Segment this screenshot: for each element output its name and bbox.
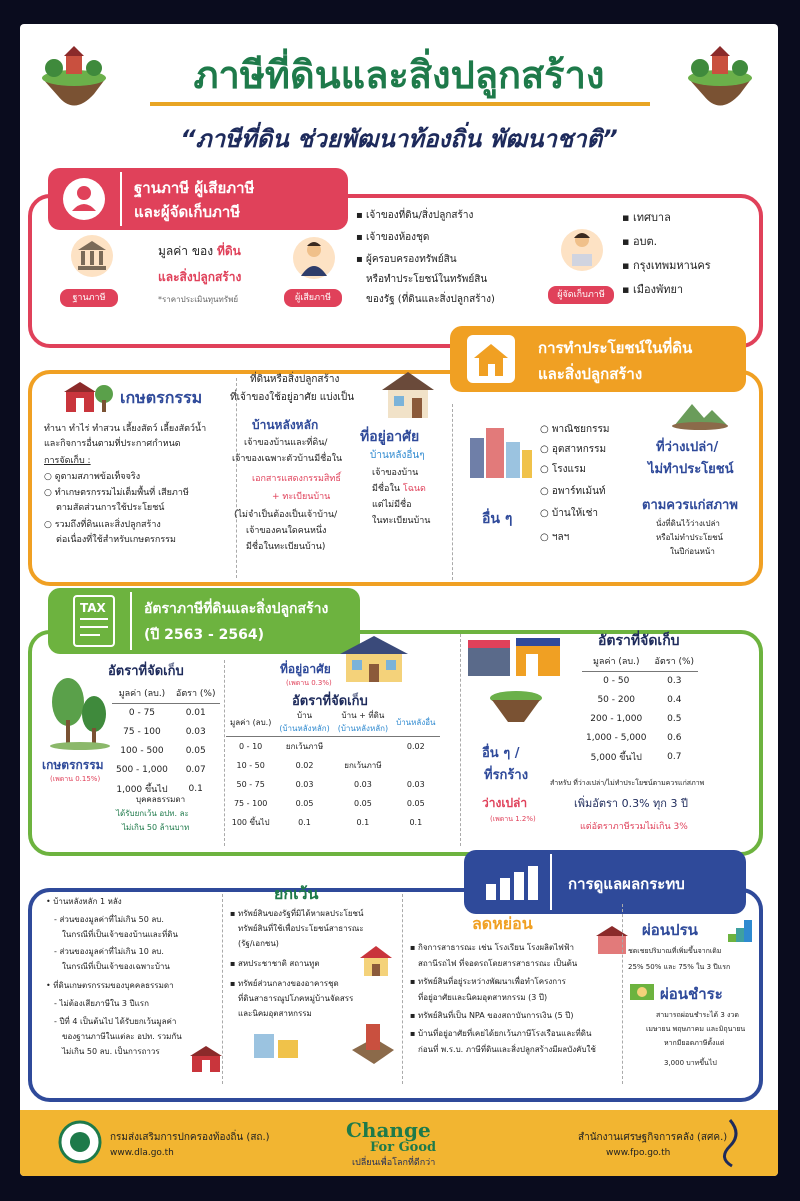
vacant-subtitle: ตามควรแก่สภาพ [642, 498, 738, 513]
agri-rate-table [112, 684, 220, 798]
collector-item: ▪ เทศบาล [622, 211, 671, 224]
relief-item: • ที่ดินเกษตรกรรมของบุคคลธรรมดา [46, 981, 174, 990]
others-item: ○ บ้านให้เช่า [540, 508, 598, 519]
ease-desc: 25% 50% และ 75% ใน 3 ปีแรก [628, 963, 731, 971]
vacant-desc: ในปีก่อนหน้า [670, 547, 715, 556]
construction-site-icon [350, 1020, 396, 1066]
divider [460, 634, 461, 846]
reduce-item: ▪ ทรัพย์สินที่อยู่ระหว่างพัฒนาเพื่อทำโครงการ [410, 977, 566, 986]
usage-tab-line1: การทำประโยชน์ในที่ดิน [538, 339, 693, 357]
house-icon [466, 334, 516, 384]
table-cell: 0.02 [406, 741, 425, 751]
reduce-item-cont: สถานีรถไฟ ที่จอดรถโดยสารสาธารณะ เป็นต้น [418, 959, 578, 968]
table-row [226, 794, 440, 813]
school-icon [594, 924, 630, 954]
table-cell: 0.3 [667, 675, 682, 686]
table-cell: 0 - 50 [603, 675, 630, 686]
table-cell: 200 - 1,000 [590, 713, 643, 724]
exempt-item: ▪ ทรัพย์ส่วนกลางของอาคารชุด [230, 979, 339, 988]
table-cell: 0.1 [188, 783, 203, 794]
other-home-title: บ้านหลังอื่นๆ [370, 450, 425, 461]
tax-base-tab-line1: ฐานภาษี ผู้เสียภาษี [134, 179, 255, 197]
table-cell: 0.1 [356, 817, 370, 827]
table-cell: 50 - 200 [597, 694, 636, 705]
table-row [226, 775, 440, 794]
usage-tab-line2: และสิ่งปลูกสร้าง [538, 365, 643, 383]
relief-item-cont: ไม่เกิน 50 ลบ. เป็นการถาวร [62, 1047, 160, 1056]
user-icon [62, 177, 106, 221]
payer-item: ▪ เจ้าของห้องชุด [356, 232, 430, 243]
other-rate-cap: แต่อัตราภาษีรวมไม่เกิน 3% [580, 822, 688, 832]
agri-criteria-item-cont: ต่อเนื่องที่ใช้สำหรับเกษตรกรรม [56, 535, 176, 545]
shops-icon [466, 630, 562, 678]
main-home-desc: เจ้าของเฉพาะตัวบ้านมีชื่อใน [232, 454, 343, 464]
other-home-desc2: ในทะเบียนบ้าน [372, 516, 431, 526]
others-item: ○ โรงแรม [540, 464, 586, 475]
rates-tab [48, 588, 360, 654]
vacant-title: ที่ว่างเปล่า/ [656, 440, 719, 455]
taxpayer-icon [292, 234, 336, 282]
table-row [582, 690, 698, 709]
exempt-item-cont: ทรัพย์สินที่ใช้เพื่อประโยชน์สาธารณะ [238, 924, 364, 933]
usage-tab [450, 326, 746, 392]
table-cell [334, 737, 392, 756]
table-cell: 5,000 ขึ้นไป [590, 752, 642, 763]
table-cell: 0.7 [667, 751, 682, 762]
ease-title: ผ่อนปรน [642, 921, 698, 939]
other-rate-label: ที่รกร้าง [484, 768, 529, 783]
footer-logo-sub: เปลี่ยนเพื่อโลกที่ดีกว่า [352, 1158, 436, 1168]
table-cell: 10 - 50 [236, 760, 265, 770]
page-title: ภาษีที่ดินและสิ่งปลูกสร้าง [193, 53, 605, 97]
tax-base-desc: มูลค่า ของ ที่ดิน [158, 244, 241, 258]
footer-left-org: กรมส่งเสริมการปกครองท้องถิ่น (สถ.) [110, 1132, 270, 1143]
collector-item: ▪ อบต. [622, 235, 658, 248]
others-item: ○ ฯลฯ [540, 532, 570, 543]
tax-document-icon [70, 594, 122, 650]
table-row [582, 671, 698, 690]
exempt-item: ▪ สหประชาชาติ สถานทูต [230, 959, 320, 968]
table-row [226, 737, 440, 756]
footer-right-url: www.fpo.go.th [606, 1148, 671, 1158]
main-home-title: บ้านหลังหลัก [252, 418, 319, 432]
exempt-title: ยกเว้น [274, 884, 319, 903]
res-rate-title: อัตราที่จัดเก็บ [292, 694, 368, 709]
others-item: ○ อุตสาหกรรม [540, 444, 607, 455]
other-rate-max: (เพดาน 1.2%) [490, 815, 536, 823]
table-cell: 0.01 [185, 707, 206, 718]
relief-item-cont: ในกรณีที่เป็นเจ้าของบ้านและที่ดิน [62, 930, 178, 939]
agri-criteria-item-cont: ตามสัดส่วนการใช้ประโยชน์ [56, 503, 165, 513]
reduce-item-cont: ที่อยู่อาศัยและนิคมอุตสาหกรรม (3 ปี) [418, 993, 548, 1002]
other-home-desc: เจ้าของบ้าน [372, 468, 419, 478]
install-desc: 3,000 บาทขึ้นไป [664, 1059, 717, 1067]
divider [236, 378, 237, 578]
residence-icon [338, 634, 410, 684]
relief-item: - ไม่ต้องเสียภาษีใน 3 ปีแรก [54, 999, 149, 1008]
residence-icon [378, 368, 438, 420]
table-row [582, 728, 698, 747]
tax-base-highlight: และสิ่งปลูกสร้าง [158, 270, 242, 284]
table-header: บ้านหลังอื่น [392, 708, 439, 737]
rates-tab-line2: (ปี 2563 - 2564) [144, 627, 265, 643]
table-cell: 0.03 [354, 779, 372, 789]
table-cell: 75 - 100 [123, 726, 161, 737]
money-icon [628, 978, 658, 1006]
footer-left-url: www.dla.go.th [110, 1148, 174, 1158]
table-row [112, 741, 220, 760]
install-title: ผ่อนชำระ [660, 985, 723, 1003]
table-cell: 0.03 [295, 779, 314, 789]
exempt-item-cont: (รัฐ/เอกชน) [238, 939, 279, 948]
relief-item-cont: ของฐานภาษีในแต่ละ อปท. รวมกัน [62, 1032, 182, 1041]
table-header: มูลค่า (ลบ.) [112, 684, 172, 703]
table-row [582, 709, 698, 728]
agri-rate-note: ได้รับยกเว้น อปท. ละ [116, 809, 189, 818]
community-icon [250, 1026, 302, 1060]
agri-rate-note: ไม่เกิน 50 ล้านบาท [122, 823, 190, 832]
table-cell: 0.4 [667, 694, 682, 705]
res-intro: ที่เจ้าของใช้อยู่อาศัย แบ่งเป็น [230, 392, 355, 403]
table-cell [392, 756, 439, 775]
other-rate-increase: เพิ่มอัตรา 0.3% ทุก 3 ปี [574, 797, 688, 810]
table-header: บ้าน (บ้านหลังหลัก) [275, 708, 333, 737]
agri-criteria-title: การจัดเก็บ : [44, 456, 91, 466]
table-cell: 0.1 [409, 817, 423, 827]
res-intro: ที่ดินหรือสิ่งปลูกสร้าง [250, 374, 340, 385]
table-cell: 0.07 [185, 764, 206, 775]
other-rate-note: สำหรับ ที่ว่างเปล่า/ไม่ทำประโยชน์ตามควรแก่สภาพ [550, 779, 705, 787]
relief-item: - ส่วนของมูลค่าที่ไม่เกิน 50 ลบ. [54, 915, 164, 924]
collector-icon [560, 224, 604, 276]
table-row [112, 703, 220, 722]
table-cell: 0.5 [667, 713, 682, 724]
agri-rate-note: บุคคลธรรมดา [136, 795, 186, 804]
tax-base-tab-line2: และผู้จัดเก็บภาษี [134, 203, 241, 221]
agri-rate-label: เกษตรกรรม [42, 758, 104, 772]
bank-icon [70, 234, 114, 278]
table-cell: 1,000 - 5,000 [586, 732, 647, 743]
table-cell: 50 - 75 [236, 779, 265, 789]
relief-item-cont: ในกรณีที่เป็นเจ้าของเฉพาะบ้าน [62, 962, 170, 971]
table-header: อัตรา (%) [172, 684, 220, 703]
bar-chart-icon [484, 862, 544, 902]
others-item: ○ อพาร์ทเม้นท์ [540, 486, 606, 497]
payer-item: ▪ ผู้ครอบครองทรัพย์สิน [356, 254, 457, 265]
footer-logo-main2: For Good [370, 1140, 437, 1155]
table-cell: 0.05 [354, 798, 372, 808]
vacant-title: ไม่ทำประโยชน์ [648, 462, 734, 477]
table-cell: 0.03 [185, 726, 206, 737]
trees-icon [46, 676, 114, 752]
table-cell: 100 - 500 [120, 745, 164, 756]
table-cell: 500 - 1,000 [116, 764, 168, 775]
title-underline [150, 102, 650, 106]
table-cell: 0.6 [667, 732, 682, 743]
vacant-land-icon [670, 396, 730, 430]
relief-item: - ส่วนของมูลค่าที่ไม่เกิน 10 ลบ. [54, 947, 164, 956]
floating-land-icon [488, 688, 544, 724]
main-home-red: เอกสารแสดงกรรมสิทธิ์ [252, 474, 341, 484]
main-home-red: + ทะเบียนบ้าน [272, 492, 331, 502]
other-home-desc2: แต่ไม่มีชื่อ [372, 500, 412, 510]
rates-tab-line1: อัตราภาษีที่ดินและสิ่งปลูกสร้าง [144, 601, 329, 617]
divider [224, 660, 225, 846]
exempt-item-cont: และนิคมอุตสาหกรรม [238, 1009, 312, 1018]
barn-icon [60, 378, 114, 412]
install-desc: หากมียอดภาษีตั้งแต่ [664, 1039, 725, 1047]
table-header: มูลค่า (ลบ.) [582, 652, 651, 671]
table-cell: 0.05 [185, 745, 206, 756]
agri-criteria-item: ○ ทำเกษตรกรรมไม่เต็มพื้นที่ เสียภาษี [44, 488, 189, 498]
install-desc: เมษายน พฤษภาคม และมิถุนายน [646, 1025, 746, 1033]
divider [222, 894, 223, 1084]
table-cell: 0.1 [298, 817, 311, 827]
table-cell: 0 - 75 [128, 707, 156, 718]
agri-desc: และกิจการอื่นตามที่ประกาศกำหนด [44, 439, 181, 449]
mitigation-tab-label: การดูแลผลกระทบ [568, 875, 685, 893]
other-home-desc: มีชื่อใน โฉนด [372, 484, 426, 494]
mitigation-tab [464, 850, 746, 914]
poster [20, 24, 778, 1176]
table-header: มูลค่า (ลบ.) [226, 708, 275, 737]
agri-criteria-item: ○ รวมถึงที่ดินและสิ่งปลูกสร้าง [44, 520, 161, 530]
other-rate-table [582, 652, 698, 766]
fpo-logo-icon [710, 1116, 750, 1170]
dla-seal-icon [58, 1120, 102, 1164]
buildings-icon [466, 424, 534, 480]
agri-criteria-item: ○ ดูตามสภาพข้อเท็จจริง [44, 472, 141, 482]
other-rate-label: อื่น ๆ / [482, 746, 520, 761]
stairs-icon [726, 914, 756, 944]
table-row [226, 756, 440, 775]
relief-item: • บ้านหลังหลัก 1 หลัง [46, 897, 122, 906]
table-cell: ยกเว้นภาษี [285, 741, 324, 751]
table-cell: 75 - 100 [233, 798, 268, 808]
ease-desc: ชดเชยปริมาณที่เพิ่มขึ้นจากเดิม [628, 947, 722, 955]
footer-logo-main: Change [346, 1118, 431, 1142]
label-tax-base: ฐานภาษี [60, 289, 118, 307]
agri-rate-title: อัตราที่จัดเก็บ [108, 664, 184, 679]
vacant-desc: นั่งที่ดินไว้ว่างเปล่า [656, 519, 720, 528]
reduce-item-cont: ก่อนที่ พ.ร.บ. ภาษีที่ดินและสิ่งปลูกสร้างมีผลบังคับใช้ [418, 1045, 596, 1054]
table-row [226, 813, 440, 832]
table-cell: 0.02 [295, 760, 314, 770]
table-row [112, 760, 220, 779]
tax-base-note: *ราคาประเมินทุนทรัพย์ [158, 295, 239, 304]
divider [622, 904, 623, 1084]
others-title: อื่น ๆ [482, 511, 513, 527]
footer-right-org: สำนักงานเศรษฐกิจการคลัง (สศค.) [578, 1132, 728, 1143]
agri-rate-max: (เพดาน 0.15%) [50, 775, 101, 783]
main-home-desc2: มีชื่อในทะเบียนบ้าน) [246, 542, 326, 552]
table-row [112, 722, 220, 741]
relief-item: - ปีที่ 4 เป็นต้นไป ได้รับยกเว้นมูลค่า [54, 1017, 177, 1026]
reduce-item: ▪ บ้านที่อยู่อาศัยที่เคยได้ยกเว้นภาษีโรงเรือนและที่ดิน [410, 1029, 592, 1038]
vacant-desc: หรือไม่ทำประโยชน์ [656, 533, 723, 542]
table-cell: 0 - 10 [239, 741, 263, 751]
table-cell: 0.03 [406, 779, 425, 789]
divider [402, 894, 403, 1084]
agri-desc: ทำนา ทำไร่ ทำสวน เลี้ยงสัตว์ เลี้ยงสัตว์น้ำ [44, 424, 207, 434]
payer-item-cont: หรือทำประโยชน์ในทรัพย์สิน [366, 274, 488, 285]
page-subtitle: “ภาษีที่ดิน ช่วยพัฒนาท้องถิ่น พัฒนาชาติ” [180, 125, 618, 153]
table-cell: 1,000 ขึ้นไป [116, 784, 168, 795]
payer-item-cont: ของรัฐ (ที่ดินและสิ่งปลูกสร้าง) [366, 294, 495, 305]
table-cell: 0.05 [406, 798, 425, 808]
table-header: บ้าน + ที่ดิน (บ้านหลังหลัก) [334, 708, 392, 737]
res-rate-label: ที่อยู่อาศัย [280, 662, 331, 676]
res-rate-max: (เพดาน 0.3%) [286, 679, 332, 687]
tax-base-tab [48, 168, 348, 230]
main-home-desc: เจ้าของบ้านและที่ดิน/ [244, 438, 328, 448]
svg-text:TAX: TAX [80, 601, 106, 615]
reduce-item: ▪ ทรัพย์สินที่เป็น NPA ของสถาบันการเงิน (5 ปี) [410, 1011, 574, 1020]
exempt-item-cont: ที่ดินสาธารณูปโภคหมู่บ้านจัดสรร [238, 994, 354, 1003]
label-taxpayer: ผู้เสียภาษี [284, 289, 342, 307]
agri-title: เกษตรกรรม [120, 388, 203, 407]
table-header: อัตรา (%) [651, 652, 699, 671]
table-cell: ยกเว้นภาษี [344, 760, 382, 770]
payer-item: ▪ เจ้าของที่ดิน/สิ่งปลูกสร้าง [356, 210, 474, 221]
install-desc: สามารถผ่อนชำระได้ 3 งวด [656, 1011, 739, 1019]
others-item: ○ พาณิชยกรรม [540, 424, 610, 435]
reduce-item: ▪ กิจการสาธารณะ เช่น โรงเรียน โรงผลิตไฟฟ้า [410, 943, 574, 952]
other-rate-title: อัตราที่จัดเก็บ [598, 633, 680, 649]
house-icon [358, 944, 394, 978]
label-collector: ผู้จัดเก็บภาษี [548, 286, 614, 304]
exempt-item: ▪ ทรัพย์สินของรัฐที่มิได้หาผลประโยชน์ [230, 909, 364, 918]
table-cell: 0.05 [295, 798, 314, 808]
divider [452, 404, 453, 580]
other-rate-label: ว่างเปล่า [482, 796, 528, 810]
table-cell: 100 ขึ้นไป [231, 817, 270, 827]
res-rate-table [226, 708, 440, 832]
footer [20, 1110, 778, 1176]
main-home-desc2: (ไม่จำเป็นต้องเป็นเจ้าบ้าน/ [234, 510, 338, 520]
res-title: ที่อยู่อาศัย [360, 429, 420, 445]
main-home-desc2: เจ้าของคนใดคนหนึ่ง [246, 526, 327, 536]
barn-icon [188, 1044, 224, 1072]
collector-item: ▪ กรุงเทพมหานคร [622, 259, 711, 272]
table-row [582, 747, 698, 766]
reduce-title: ลดหย่อน [472, 914, 533, 933]
collector-item: ▪ เมืองพัทยา [622, 283, 684, 296]
